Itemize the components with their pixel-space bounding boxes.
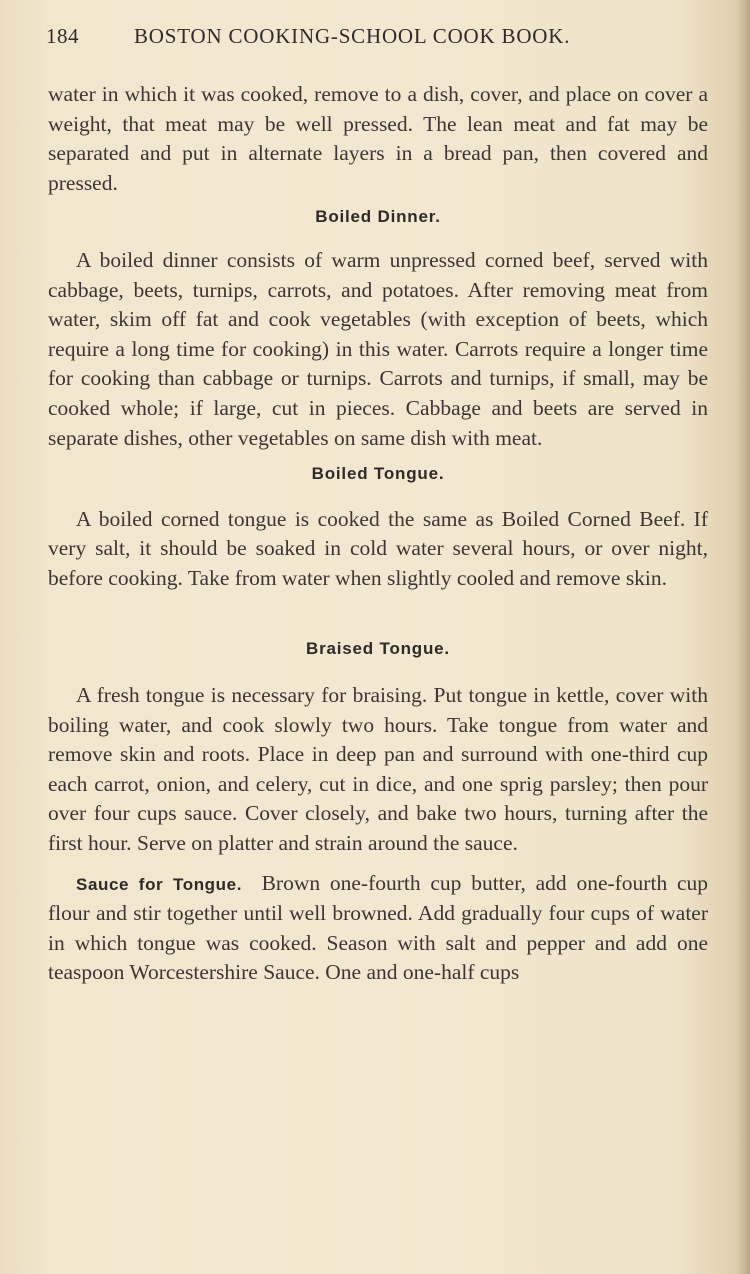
runin-heading-sauce-for-tongue: Sauce for Tongue.: [76, 874, 243, 894]
paragraph-sauce-for-tongue: [48, 869, 708, 988]
paragraph-braised-tongue: A fresh tongue is necessary for braising. Put tongue in kettle, cover with boiling water, and cook slowly two hours. Take tongue from water and remove skin and roots. Place in deep pan and surround with one-third cup each carrot, onion, and celery, cut in dice, and one sprig parsley; then pour over four cups sauce. Cover closely, and bake two hours, turning after the first hour. Serve on platter and strain around the sauce.: [48, 683, 708, 856]
page-header: [46, 24, 646, 49]
section-heading-boiled-tongue: Boiled Tongue.: [311, 464, 445, 484]
page-edge-shadow: [736, 0, 750, 1274]
sauce-for-tongue-text: Brown one-fourth cup butter, add one-fourth cup flour and stir together until well browned. Add gradually four cups of water in which tongue was cooked. Season with salt and pepper and add one teaspoon Worcestershire Sauce. One and one-half cups: [48, 870, 709, 985]
page-number: 184: [46, 24, 79, 48]
page-body: [48, 80, 708, 988]
paragraph-boiled-tongue: A boiled corned tongue is cooked the same as Boiled Corned Beef. If very salt, it should be soaked in cold water several hours, or over night, before cooking. Take from water when slightly cooled and remove skin.: [48, 506, 708, 590]
paragraph-boiled-dinner: A boiled dinner consists of warm unpressed corned beef, served with cabbage, beets, turnips, carrots, and potatoes. After removing meat from water, skim off fat and cook vegetables (with exception of beets, which require a long time for cooking) in this water. Carrots require a longer time for cooking than cabbage or turnips. Carrots and turnips, if small, may be cooked whole; if large, cut in pieces. Cabbage and beets are served in separate dishes, other vegetables on same dish with meat.: [48, 247, 708, 450]
section-heading-braised-tongue: Braised Tongue.: [306, 638, 450, 658]
paragraph-gap: [48, 859, 708, 869]
running-title: BOSTON COOKING-SCHOOL COOK BOOK.: [134, 24, 571, 48]
continued-paragraph: water in which it was cooked, remove to a dish, cover, and place on cover a weight, that meat may be well pressed. The lean meat and fat may be separated and put in alternate layers in a bread pan, then covered and pressed.: [48, 82, 708, 195]
section-heading-boiled-dinner: Boiled Dinner.: [315, 207, 441, 227]
